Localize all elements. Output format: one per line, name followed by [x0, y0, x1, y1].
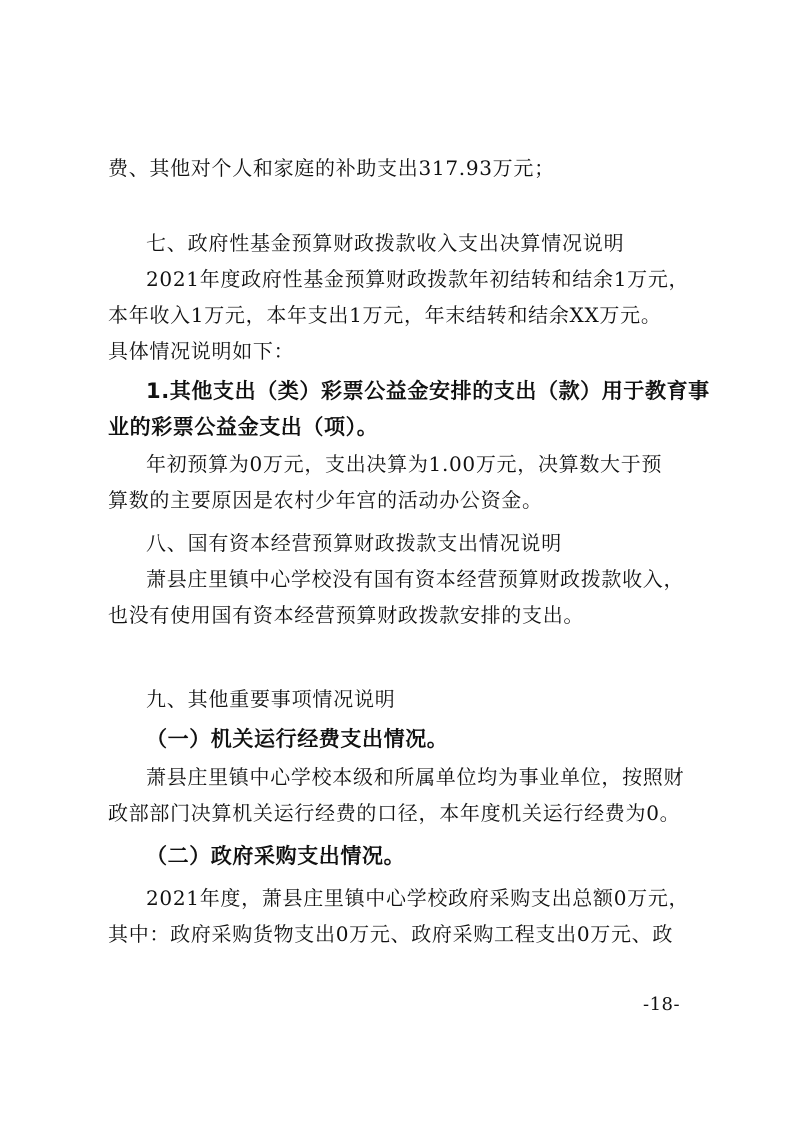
section-7-item-1-title: 1.其他支出（类）彩票公益金安排的支出（款）用于教育事 — [146, 379, 710, 403]
section-9-sub-2-title: （二）政府采购支出情况。 — [146, 844, 406, 868]
section-7-intro-line: 本年收入1万元，本年支出1万元，年末结转和结余XX万元。 — [108, 303, 662, 327]
section-9-sub-1-body-line: 萧县庄里镇中心学校本级和所属单位均为事业单位，按照财 — [146, 765, 685, 789]
section-7-item-1-body-line: 算数的主要原因是农村少年宫的活动办公资金。 — [108, 488, 543, 512]
section-9-heading: 九、其他重要事项情况说明 — [146, 687, 396, 711]
section-7-intro-line: 具体情况说明如下： — [108, 339, 295, 363]
section-8-body-line: 萧县庄里镇中心学校没有国有资本经营预算财政拨款收入， — [146, 567, 685, 591]
section-7-item-1-title: 业的彩票公益金支出（项）。 — [108, 415, 379, 439]
section-7-heading: 七、政府性基金预算财政拨款收入支出决算情况说明 — [146, 231, 625, 255]
section-9-sub-2-body-line: 其中：政府采购货物支出0万元、政府采购工程支出0万元、政 — [108, 922, 674, 946]
page-number: -18- — [643, 994, 681, 1015]
section-9-sub-1-body-line: 政部部门决算机关运行经费的口径，本年度机关运行经费为0。 — [108, 801, 681, 825]
section-9-sub-2-body-line: 2021年度，萧县庄里镇中心学校政府采购支出总额0万元， — [146, 886, 690, 910]
section-7-intro-line: 2021年度政府性基金预算财政拨款年初结转和结余1万元， — [146, 267, 690, 291]
paragraph-continuation-line: 费、其他对个人和家庭的补助支出317.93万元； — [108, 156, 555, 180]
section-8-heading: 八、国有资本经营预算财政拨款支出情况说明 — [146, 531, 562, 555]
section-7-item-1-body-line: 年初预算为0万元，支出决算为1.00万元，决算数大于预 — [146, 452, 663, 476]
section-9-sub-1-title: （一）机关运行经费支出情况。 — [146, 727, 449, 751]
section-8-body-line: 也没有使用国有资本经营预算财政拨款安排的支出。 — [108, 603, 585, 627]
